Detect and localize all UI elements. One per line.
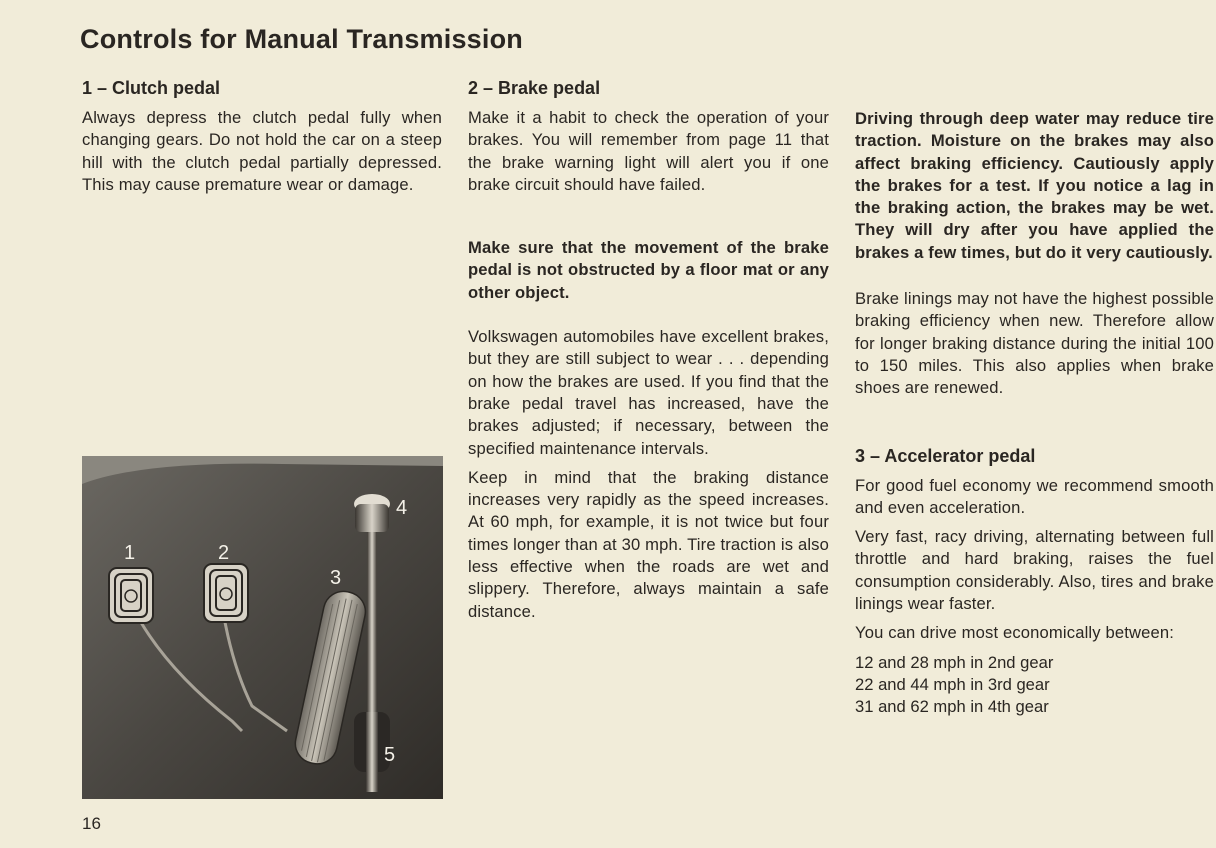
clutch-pedal-shape	[109, 568, 153, 623]
brake-text-2: Volkswagen automobiles have excellent brakes, but they are still subject to wear . . . depending on how the brakes are used. If you find that the brake pedal travel has increased, have the brakes adjusted; if necessary, between the specified maintenance intervals.	[468, 327, 829, 458]
photo-label-5: 5	[384, 744, 396, 766]
accelerator-text-2: Very fast, racy driving, alternating between full throttle and hard braking, raises the fuel consumption considerably. Also, tires and brake linings wear faster.	[855, 527, 1214, 614]
brake-warning: Make sure that the movement of the brake pedal is not obstructed by a floor mat or any other object.	[468, 238, 829, 302]
brake-pedal-shape	[204, 564, 248, 622]
brake-section	[468, 78, 829, 623]
gear-speed-item: 22 and 44 mph in 3rd gear	[855, 674, 1050, 694]
clutch-heading: 1 – Clutch pedal	[82, 78, 221, 98]
gear-speed-item: 31 and 62 mph in 4th gear	[855, 697, 1049, 717]
right-column	[855, 108, 1214, 719]
accelerator-heading: 3 – Accelerator pedal	[855, 445, 1036, 466]
water-warning: Driving through deep water may reduce tire traction. Moisture on the brakes may also affect braking efficiency. Cautiously apply the brakes for a test. If you notice a lag in the braking action, the brakes may be wet. They will dry after you have applied the brakes a few times, but do it very cautiously.	[855, 109, 1214, 262]
brake-linings-text: Brake linings may not have the highest possible braking efficiency when new. Therefore allow for longer braking distance during the initial 100 to 150 miles. This also applies when brake shoes are renewed.	[855, 289, 1214, 398]
pedals-illustration	[82, 456, 443, 799]
brake-text-3: Keep in mind that the braking distance increases very rapidly as the speed increases. At 60 mph, for example, it is not twice but four times longer than at 30 mph. Tire traction is also less effective when the roads are wet and slippery. Therefore, always maintain a safe distance.	[468, 467, 829, 621]
pedals-photo	[82, 456, 443, 799]
page-title: Controls for Manual Transmission	[80, 24, 523, 54]
photo-label-3: 3	[330, 567, 342, 589]
gear-speed-item: 12 and 28 mph in 2nd gear	[855, 652, 1054, 672]
photo-label-2: 2	[218, 542, 230, 564]
photo-label-1: 1	[124, 542, 136, 564]
accelerator-text-1: For good fuel economy we recommend smooth and even acceleration.	[855, 475, 1214, 517]
photo-label-4: 4	[396, 497, 408, 519]
brake-heading: 2 – Brake pedal	[468, 78, 601, 98]
clutch-section	[82, 78, 442, 196]
accelerator-text-3: You can drive most economically between:	[855, 623, 1174, 643]
page-number: 16	[82, 814, 101, 833]
clutch-text: Always depress the clutch pedal fully when changing gears. Do not hold the car on a steep hill with the clutch pedal partially depressed. This may cause premature wear or damage.	[82, 108, 442, 194]
brake-text-1: Make it a habit to check the operation of your brakes. You will remember from page 11 that the brake warning light will alert you if one brake circuit should have failed.	[468, 108, 829, 194]
gear-speed-list	[855, 652, 1214, 719]
